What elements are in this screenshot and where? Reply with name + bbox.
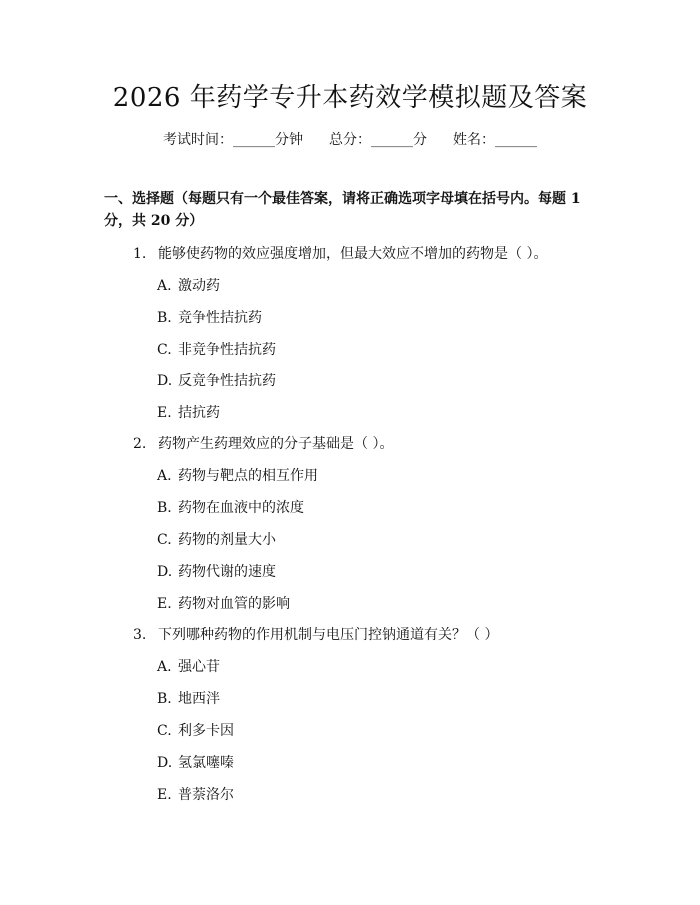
option-letter: B.	[157, 500, 172, 516]
option-text: 药物与靶点的相互作用	[178, 468, 318, 484]
option-2a	[157, 466, 318, 486]
option-1e	[157, 403, 220, 423]
option-letter: A.	[157, 278, 172, 294]
option-text: 地西泮	[178, 691, 220, 707]
option-letter: C.	[157, 342, 172, 358]
option-letter: B.	[157, 691, 172, 707]
option-text: 利多卡因	[178, 723, 234, 739]
option-letter: E.	[157, 596, 172, 612]
section-heading	[104, 188, 604, 232]
option-letter: A.	[157, 468, 172, 484]
name-field: 姓名：______	[453, 132, 537, 148]
question-text: 下列哪种药物的作用机制与电压门控钠通道有关？（ ）	[158, 627, 499, 643]
option-letter: C.	[157, 723, 172, 739]
option-text: 药物的剂量大小	[178, 532, 276, 548]
option-1b	[157, 308, 262, 328]
option-text: 药物在血液中的浓度	[178, 500, 304, 516]
option-letter: B.	[157, 310, 172, 326]
option-text: 药物代谢的速度	[178, 564, 276, 580]
option-text: 氢氯噻嗪	[178, 755, 234, 771]
question-3	[133, 625, 498, 645]
option-3c	[157, 721, 234, 741]
total-score-field: 总分：______分	[329, 132, 427, 148]
option-3a	[157, 657, 220, 677]
option-1a	[157, 276, 220, 296]
question-text: 能够使药物的效应强度增加，但最大效应不增加的药物是（ ）。	[158, 246, 548, 262]
option-text: 强心苷	[178, 659, 220, 675]
option-letter: C.	[157, 532, 172, 548]
option-text: 普萘洛尔	[178, 787, 234, 803]
exam-info-line	[0, 130, 700, 150]
option-2c	[157, 530, 276, 550]
option-1d	[157, 371, 276, 391]
option-letter: D.	[157, 564, 173, 580]
option-1c	[157, 340, 276, 360]
option-2e	[157, 594, 290, 614]
option-2d	[157, 562, 276, 582]
option-text: 药物对血管的影响	[178, 596, 290, 612]
option-letter: D.	[157, 755, 173, 771]
option-text: 反竞争性拮抗药	[178, 373, 276, 389]
section-heading-line-2: 分，共 20 分）	[104, 213, 204, 229]
option-text: 非竞争性拮抗药	[178, 342, 276, 358]
question-number: 3.	[133, 627, 147, 643]
question-number: 2.	[133, 436, 147, 452]
question-1	[133, 244, 547, 264]
question-number: 1.	[133, 246, 147, 262]
option-letter: E.	[157, 787, 172, 803]
option-letter: A.	[157, 659, 172, 675]
option-text: 激动药	[178, 278, 220, 294]
exam-time-field: 考试时间：______分钟	[163, 132, 303, 148]
section-heading-line-1: 一、选择题（每题只有一个最佳答案，请将正确选项字母填在括号内。每题 1	[104, 191, 581, 207]
question-text: 药物产生药理效应的分子基础是（ ）。	[158, 436, 394, 452]
option-letter: D.	[157, 373, 173, 389]
option-text: 拮抗药	[178, 405, 220, 421]
option-3d	[157, 753, 234, 773]
option-3e	[157, 785, 234, 805]
option-text: 竞争性拮抗药	[178, 310, 262, 326]
question-2	[133, 434, 393, 454]
option-2b	[157, 498, 304, 518]
option-letter: E.	[157, 405, 172, 421]
option-3b	[157, 689, 220, 709]
page-title: 2026 年药学专升本药效学模拟题及答案	[112, 83, 588, 113]
